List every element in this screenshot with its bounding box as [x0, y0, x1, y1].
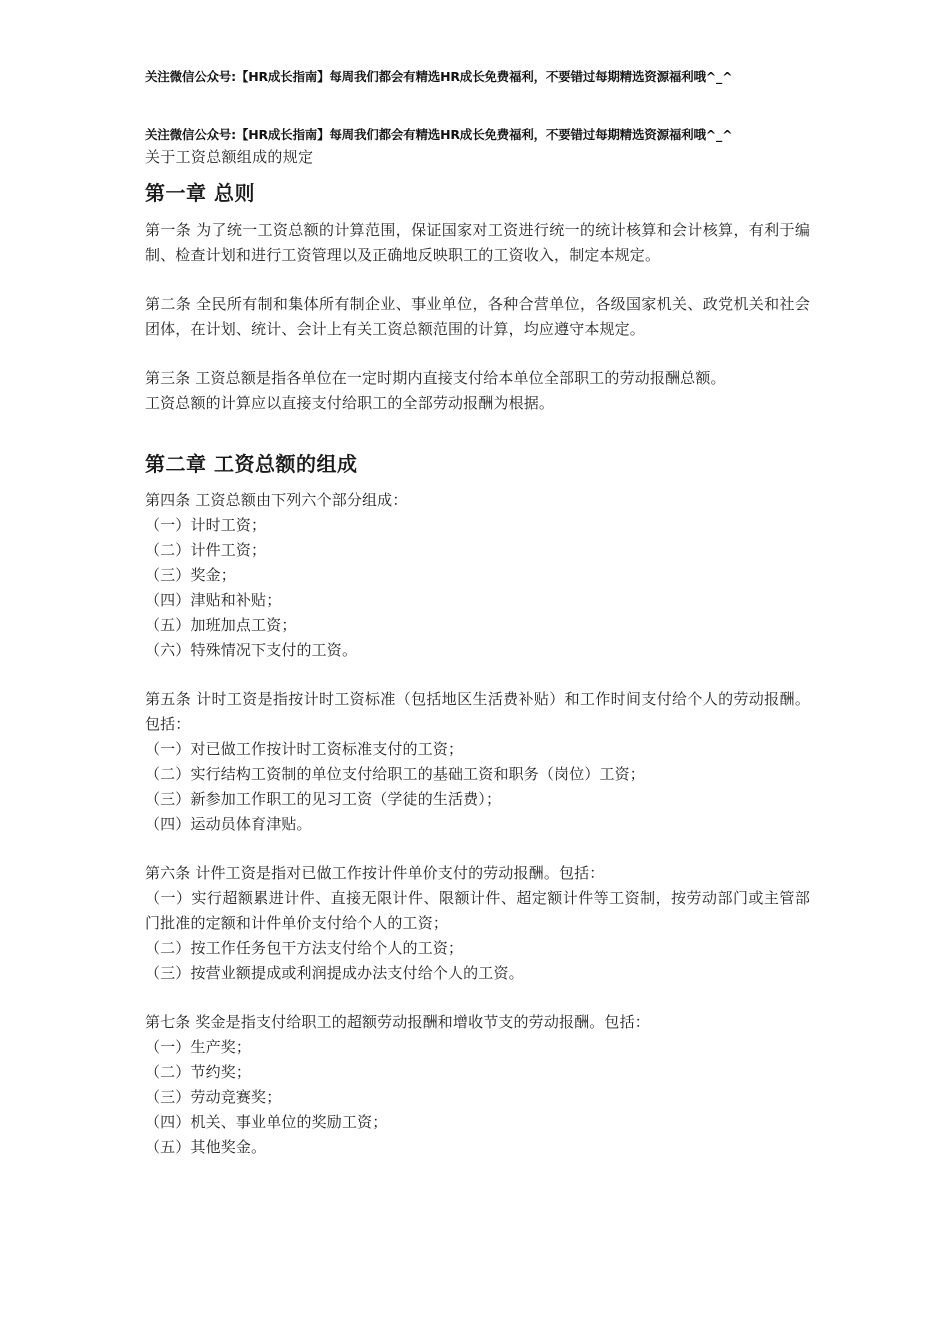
chapter-1-body [145, 218, 810, 416]
article-4-intro: 第四条 工资总额由下列六个部分组成： [145, 491, 408, 509]
list-item: （三）劳动竞赛奖； [145, 1088, 282, 1106]
list-item: （一）实行超额累进计件、直接无限计件、限额计件、超定额计件等工资制，按劳动部门或主管部门批准的定额和计件单价支付给个人的工资； [145, 889, 810, 932]
article-5-intro: 第五条 计时工资是指按计时工资标准（包括地区生活费补贴）和工作时间支付给个人的劳动报酬。包括： [145, 690, 810, 733]
list-item: （二）节约奖； [145, 1063, 252, 1081]
chapter-2-body [145, 488, 810, 1160]
list-item: （二）实行结构工资制的单位支付给职工的基础工资和职务（岗位）工资； [145, 765, 645, 783]
article-3-line: 第三条 工资总额是指各单位在一定时期内直接支付给本单位全部职工的劳动报酬总额。 [145, 369, 726, 387]
chapter-heading: 第二章 工资总额的组成 [145, 452, 358, 476]
list-item: （一）计时工资； [145, 516, 267, 534]
article-6-intro: 第六条 计件工资是指对已做工作按计件单价支付的劳动报酬。包括： [145, 864, 605, 882]
promo-banner: 关注微信公众号:【HR成长指南】每周我们都会有精选HR成长免费福利，不要错过每期精选资源福利哦^_^ [145, 127, 733, 142]
article-3-line: 工资总额的计算应以直接支付给职工的全部劳动报酬为根据。 [145, 394, 555, 412]
list-item: （三）新参加工作职工的见习工资（学徒的生活费）； [145, 790, 502, 808]
list-item: （四）津贴和补贴； [145, 591, 282, 609]
article-7-intro: 第七条 奖金是指支付给职工的超额劳动报酬和增收节支的劳动报酬。包括： [145, 1013, 650, 1031]
chapter-heading: 第一章 总则 [145, 181, 255, 205]
list-item: （一）生产奖； [145, 1038, 252, 1056]
article-2: 第二条 全民所有制和集体所有制企业、事业单位，各种合营单位，各级国家机关、政党机关和社会团体，在计划、统计、会计上有关工资总额范围的计算，均应遵守本规定。 [145, 295, 810, 338]
list-item: （三）按营业额提成或利润提成办法支付给个人的工资。 [145, 964, 524, 982]
list-item: （一）对已做工作按计时工资标准支付的工资； [145, 740, 464, 758]
list-item: （四）运动员体育津贴。 [145, 815, 312, 833]
list-item: （六）特殊情况下支付的工资。 [145, 641, 358, 659]
promo-banner: 关注微信公众号:【HR成长指南】每周我们都会有精选HR成长免费福利，不要错过每期精选资源福利哦^_^ [145, 69, 733, 84]
list-item: （三）奖金； [145, 566, 236, 584]
list-item: （二）按工作任务包干方法支付给个人的工资； [145, 939, 464, 957]
list-item: （四）机关、事业单位的奖励工资； [145, 1113, 388, 1131]
document-title: 关于工资总额组成的规定 [145, 148, 314, 166]
chapter-2 [145, 450, 810, 478]
article-1: 第一条 为了统一工资总额的计算范围，保证国家对工资进行统一的统计核算和会计核算，有利于编制、检查计划和进行工资管理以及正确地反映职工的工资收入，制定本规定。 [145, 221, 810, 264]
list-item: （五）其他奖金。 [145, 1138, 267, 1156]
list-item: （二）计件工资； [145, 541, 267, 559]
chapter-1 [145, 179, 810, 207]
list-item: （五）加班加点工资； [145, 616, 297, 634]
